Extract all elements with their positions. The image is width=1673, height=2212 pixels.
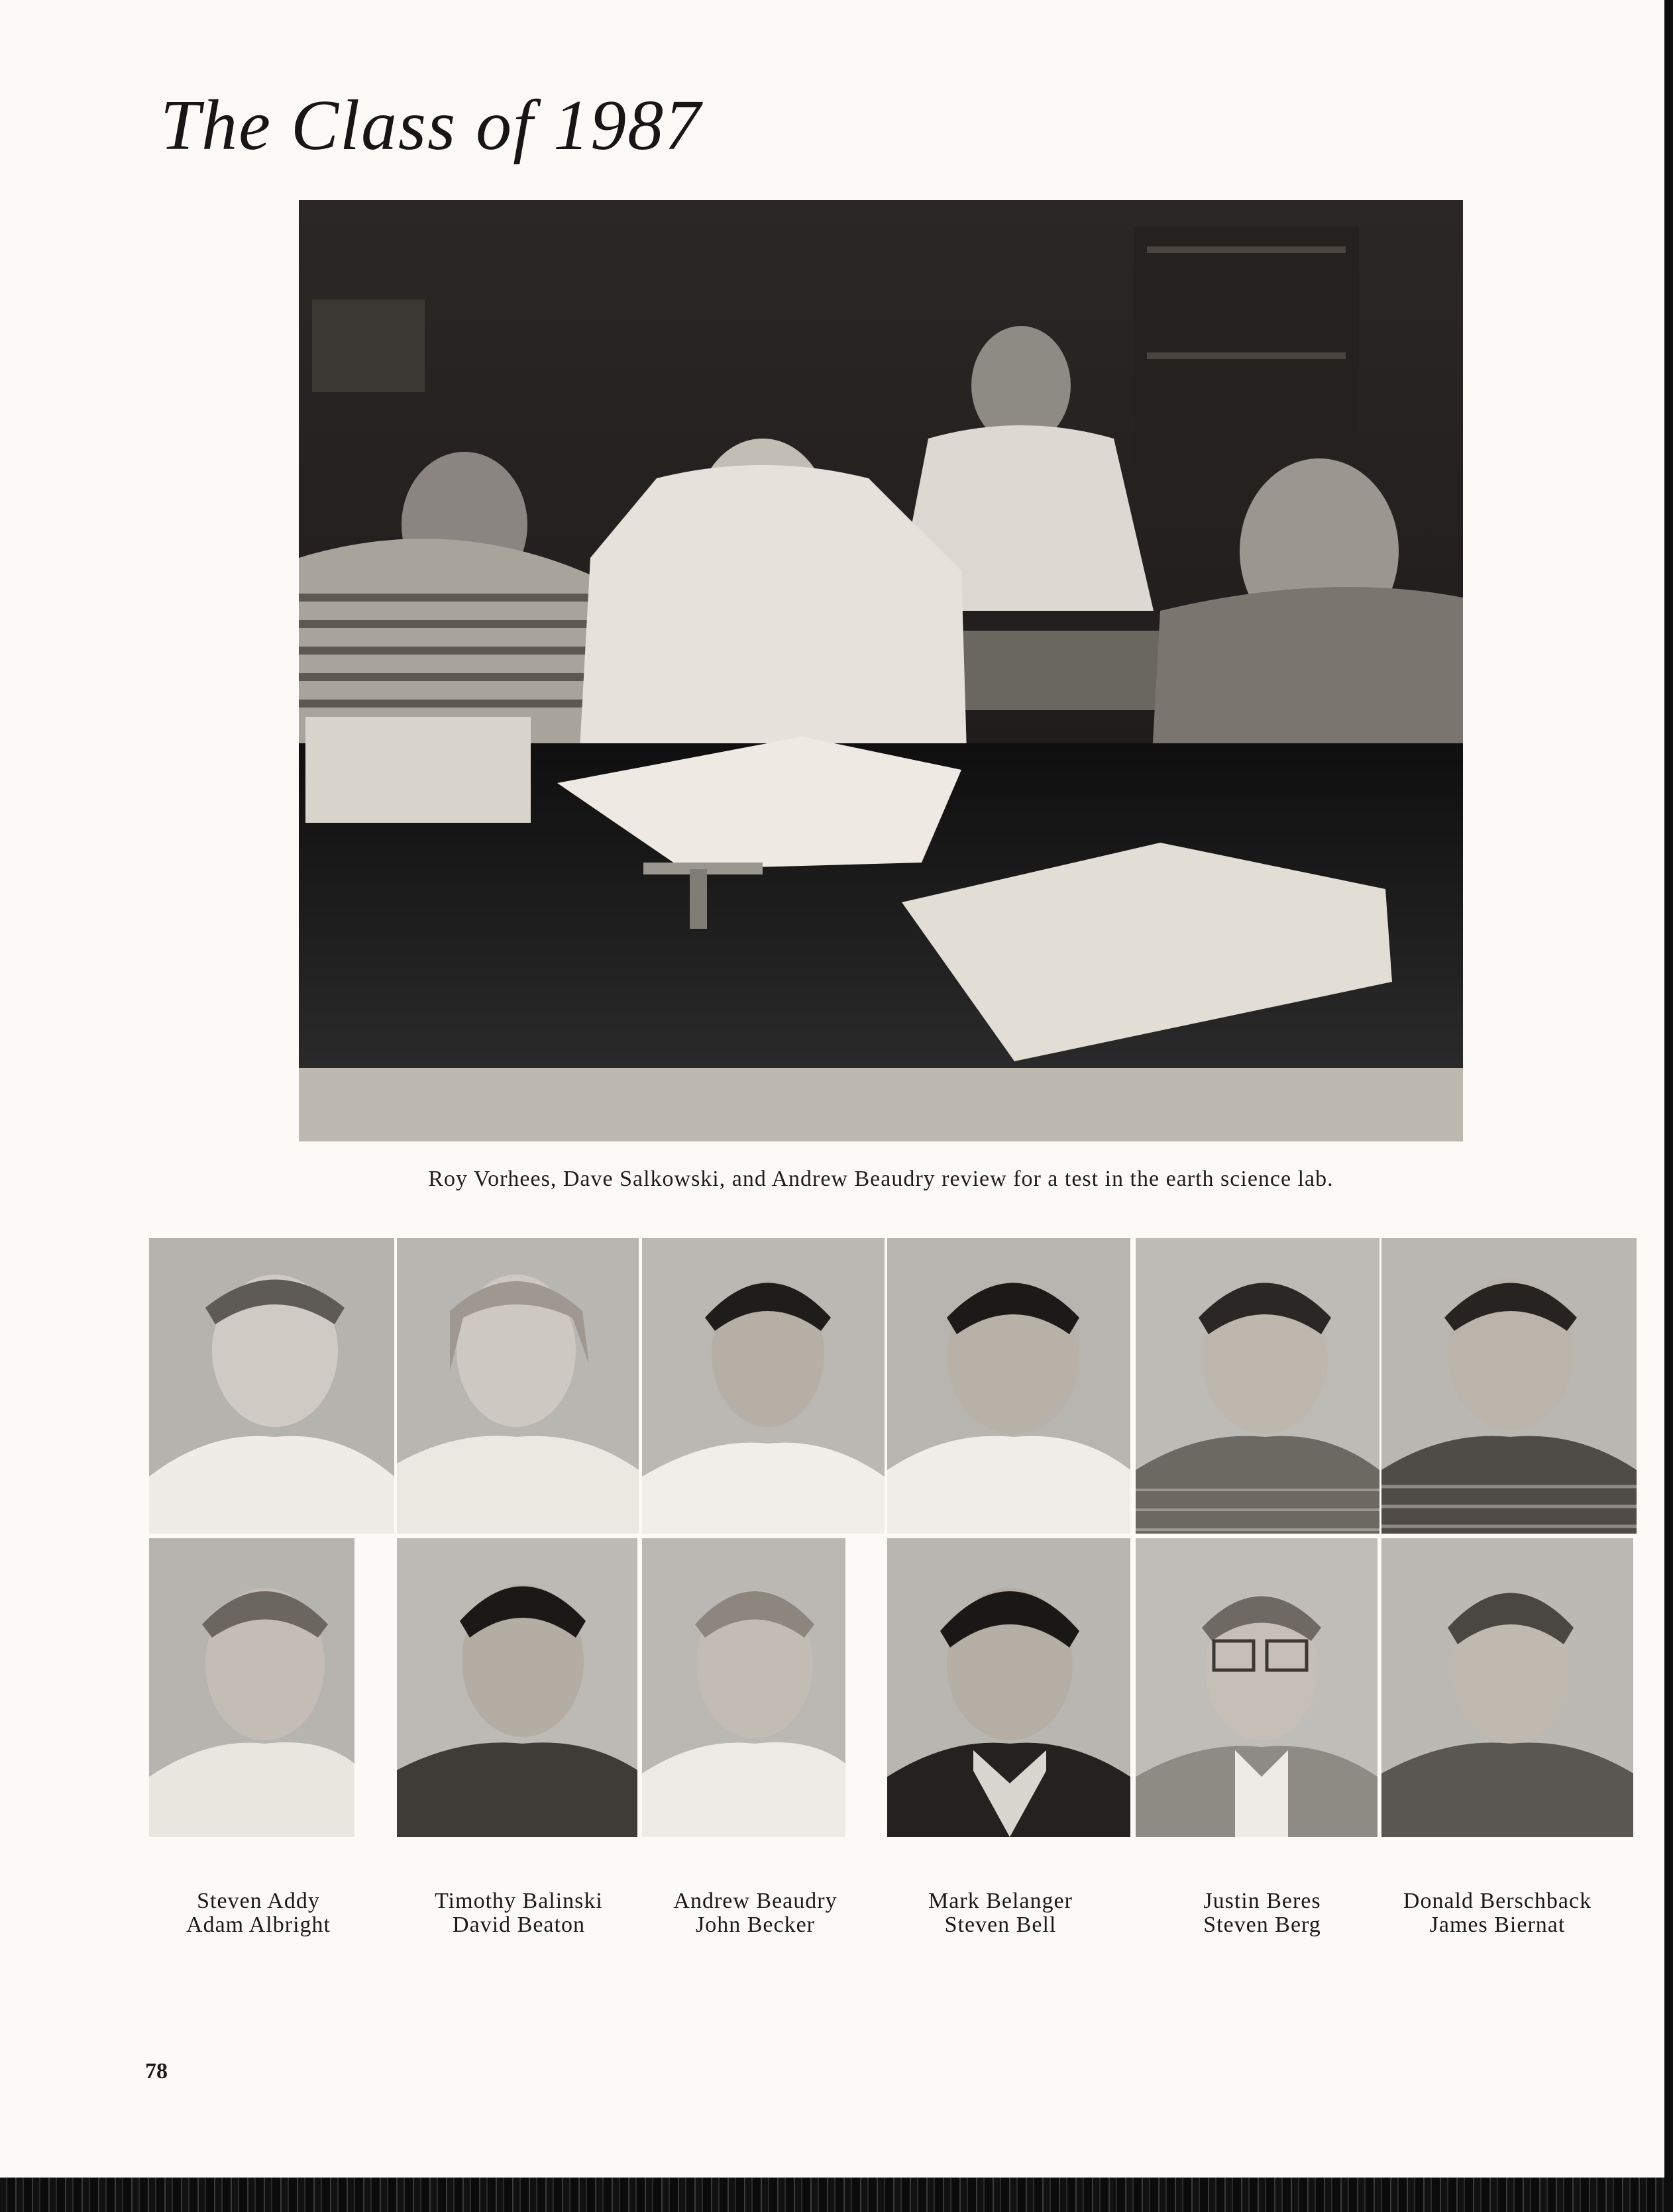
portrait-photo (887, 1538, 1130, 1837)
student-name: Donald Berschback (1403, 1889, 1592, 1913)
portrait-photo (397, 1238, 639, 1534)
portrait-names-column-3 (636, 1889, 875, 1937)
portrait-photo (149, 1238, 394, 1534)
student-name: David Beaton (453, 1913, 585, 1937)
portrait-photo (1136, 1238, 1379, 1534)
student-name: James Biernat (1429, 1913, 1566, 1937)
student-name: Adam Albright (186, 1913, 331, 1937)
portrait-names-column-5 (1143, 1889, 1381, 1937)
portrait-photo (1136, 1538, 1377, 1837)
portrait-photo (1381, 1538, 1633, 1837)
portrait-photo (1381, 1238, 1637, 1534)
photo-caption: Roy Vorhees, Dave Salkowski, and Andrew Beaudry review for a test in the earth science lab. (428, 1167, 1334, 1191)
portrait-photo (397, 1538, 637, 1837)
student-name: Steven Addy (197, 1889, 320, 1913)
portrait-photo (887, 1238, 1130, 1534)
portrait-names-column-1 (139, 1889, 378, 1937)
scan-edge-border (1664, 0, 1673, 2212)
student-name: Steven Bell (944, 1913, 1057, 1937)
portrait-photo (642, 1538, 845, 1837)
portrait-photo (149, 1538, 354, 1837)
page-number: 78 (145, 2059, 168, 2083)
portrait-names-column-6 (1378, 1889, 1617, 1937)
classroom-photo (299, 200, 1463, 1141)
portrait-names-column-4 (881, 1889, 1120, 1937)
student-name: Timothy Balinski (435, 1889, 603, 1913)
scan-edge-strip (0, 2178, 1673, 2212)
portrait-photo (642, 1238, 885, 1534)
student-name: Mark Belanger (928, 1889, 1073, 1913)
student-name: John Becker (695, 1913, 815, 1937)
page-title: The Class of 1987 (160, 86, 702, 165)
student-name: Justin Beres (1203, 1889, 1321, 1913)
portrait-names-column-2 (400, 1889, 638, 1937)
student-name: Andrew Beaudry (673, 1889, 837, 1913)
student-name: Steven Berg (1203, 1913, 1321, 1937)
